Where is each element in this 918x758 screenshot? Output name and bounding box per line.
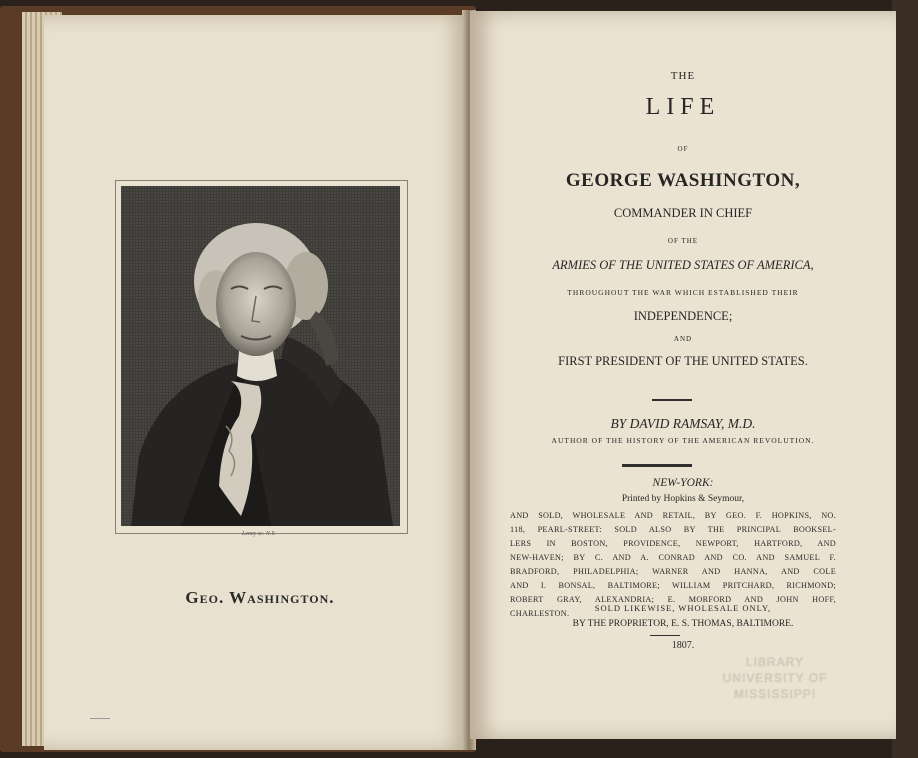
imprint-line: ROBERT GRAY, ALEXANDRIA; E. MORFORD AND JOHN HOFF, (510, 595, 836, 604)
title-life: LIFE (645, 94, 721, 120)
washington-portrait-engraving (121, 186, 400, 526)
plate-caption: Geo. Washington. (185, 588, 335, 607)
portrait-plate (115, 180, 408, 534)
imprint-line: CHARLESTON. (510, 609, 570, 618)
sold-likewise: SOLD LIKEWISE, WHOLESALE ONLY, (594, 603, 772, 613)
portrait-svg (121, 186, 400, 526)
title-president: FIRST PRESIDENT OF THE UNITED STATES. (558, 354, 808, 368)
date-rule (650, 635, 680, 636)
title-role: COMMANDER IN CHIEF (613, 206, 753, 220)
title-the: THE (670, 70, 696, 82)
title-armies: ARMIES OF THE UNITED STATES OF AMERICA, (552, 258, 814, 272)
engraver-credit: Leney sc. N.Y. (242, 531, 276, 537)
imprint-line: AND SOLD, WHOLESALE AND RETAIL, BY GEO. F. HOPKINS, NO. (510, 511, 836, 520)
imprint-line: BRADFORD, PHILADELPHIA; WARNER AND HANNA, AND COLE (510, 567, 836, 576)
library-stamp-line: LIBRARY (745, 655, 805, 669)
imprint-line: AND I. BONSAL, BALTIMORE; WILLIAM PRITCHARD, RICHMOND; (510, 581, 836, 590)
page-mark (90, 718, 110, 719)
author-line: BY DAVID RAMSAY, M.D. (610, 416, 756, 431)
title-of-the: OF THE (667, 237, 699, 245)
imprint-line: LERS IN BOSTON, PROVIDENCE, NEWPORT, HARTFORD, AND (510, 539, 836, 548)
title-of: OF (677, 145, 689, 153)
ornamental-rule (652, 399, 692, 401)
imprint-line: NEW-HAVEN; BY C. AND A. CONRAD AND CO. AND SAMUEL F. (510, 553, 836, 562)
publication-year: 1807. (671, 640, 695, 651)
imprint-printer: Printed by Hopkins & Seymour, (621, 494, 745, 504)
proprietor-line: BY THE PROPRIETOR, E. S. THOMAS, BALTIMORE. (572, 619, 794, 629)
imprint-place: NEW-YORK: (652, 477, 714, 489)
library-stamp-line: MISSISSIPPI (733, 687, 817, 701)
library-stamp-line: UNIVERSITY OF (722, 671, 828, 685)
imprint-rule (622, 464, 692, 467)
imprint-line: 118, PEARL-STREET: SOLD ALSO BY THE PRINCIPAL BOOKSEL- (510, 525, 836, 534)
title-independence: INDEPENDENCE; (633, 309, 733, 323)
title-subject: GEORGE WASHINGTON, (565, 170, 801, 191)
title-and: AND (673, 335, 693, 343)
author-note: AUTHOR OF THE HISTORY OF THE AMERICAN REVOLUTION. (551, 436, 815, 445)
title-throughout: THROUGHOUT THE WAR WHICH ESTABLISHED THEIR (567, 288, 799, 297)
